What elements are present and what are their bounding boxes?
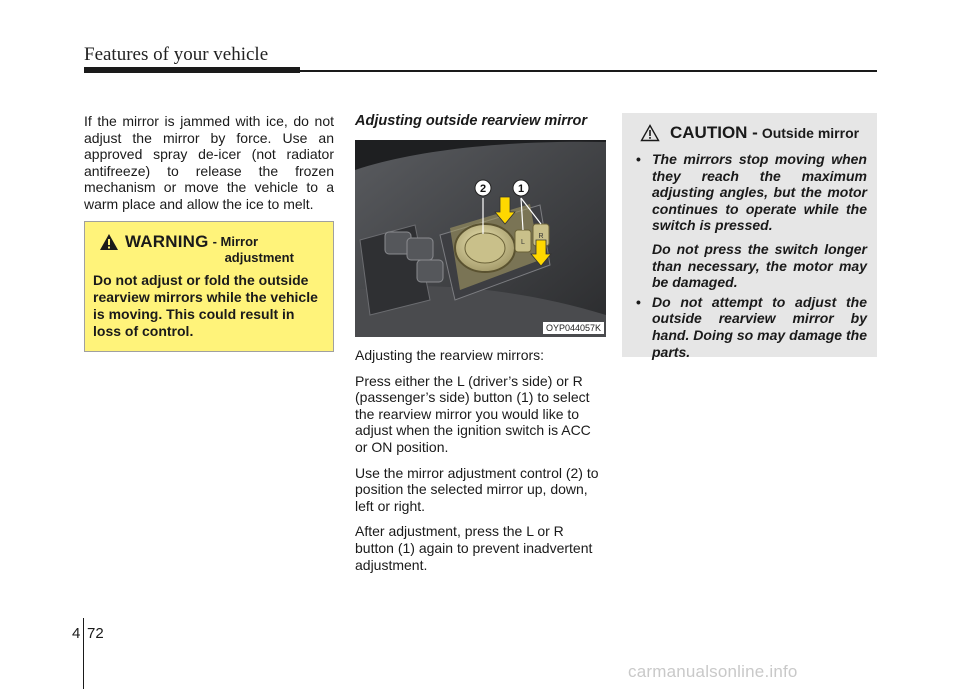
caution-item-text: The mirrors stop moving when they reach the maximum adjusting angles, but the motor continues to operate while the switch is pressed. [652,151,867,234]
caution-bullet: • [636,293,641,310]
callout-2-label: 2 [479,183,487,195]
warning-subtitle-line2: adjustment [224,250,294,265]
section-paragraph: After adjustment, press the L or R button (1) again to prevent inadvertent adjustment. [355,523,593,573]
mirror-section [355,113,606,582]
section-paragraph: Adjusting the rearview mirrors: [355,347,545,363]
warning-label: WARNING [125,232,209,251]
caution-item [632,151,867,291]
caution-bullet: • [636,151,641,167]
caution-box [622,113,877,360]
button-l-label: L [521,239,525,246]
caution-subtitle: Outside mirror [761,125,860,141]
intro-column [84,113,334,213]
mirror-switch-figure [355,140,606,337]
caution-item-text: Do not attempt to adjust the outside rearview mirror by hand. Doing so may damage the parts. [652,293,867,360]
page-header-title: Features of your vehicle [84,44,269,65]
intro-paragraph: If the mirror is jammed with ice, do not adjust the mirror by force. Use an approved spray de-icer (not radiator antifreeze) to release the frozen mechanism or move the vehicle to a warm place and allow the ice to melt. [84,113,334,212]
warning-header [93,232,323,266]
button-r-label: R [538,233,544,240]
caution-item [632,294,867,360]
warning-box [84,221,334,352]
caution-triangle-icon [640,124,660,142]
caution-list [632,151,867,360]
warning-body: Do not adjust or fold the outside rearview mirrors while the vehicle is moving. This could result in loss of control. [93,272,318,339]
caution-item-text: Do not press the switch longer than necessary, the motor may be damaged. [652,240,867,291]
watermark: carmanualsonline.info [628,662,798,681]
warning-subtitle-line1: - Mirror [212,234,259,249]
warning-triangle-icon [99,233,119,251]
figure-code: OYP044057K [543,322,604,334]
section-paragraph: Use the mirror adjustment control (2) to position the selected mirror up, down, left or right. [355,464,599,514]
section-paragraph: Press either the L (driver’s side) or R (passenger’s side) button (1) to select the rearview mirror you would like to adjust when the ignition switch is ACC or ON position. [355,372,591,455]
caution-label: CAUTION - [670,123,758,142]
warning-subtitle [213,234,294,266]
header-rule-thick [84,67,300,73]
chapter-number: 4 [72,625,81,642]
page-number: 72 [87,625,104,642]
section-title: Adjusting outside rearview mirror [355,113,588,129]
callout-1-label: 1 [517,183,525,195]
caution-header [632,123,867,143]
header-rule-thin [300,70,877,72]
section-body [355,347,606,573]
mirror-switch-illustration [355,140,606,337]
footer-separator [83,618,84,689]
